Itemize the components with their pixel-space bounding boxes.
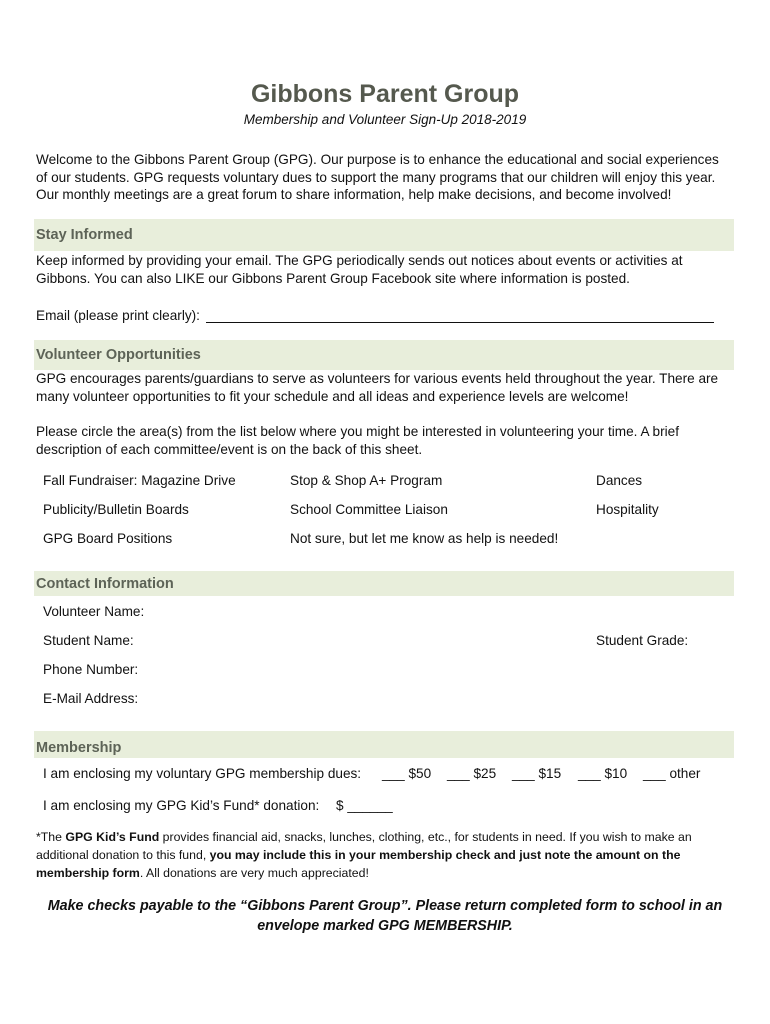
footnote-text: . All donations are very much appreciated! <box>139 866 369 880</box>
phone-number-field[interactable]: Phone Number: <box>43 662 139 677</box>
section-header-volunteer <box>34 340 734 370</box>
intro-line: Our monthly meetings are a great forum to share information, help make decisions, and become involved! <box>36 187 672 202</box>
volunteer-instructions <box>36 423 742 458</box>
stay-informed-paragraph <box>36 252 742 287</box>
dues-label: I am enclosing my voluntary GPG membership dues: <box>43 766 362 781</box>
email-label: Email (please print clearly): <box>36 308 200 323</box>
footnote-emphasis: you may include this in your membership check and just note the amount on the membership form <box>36 848 681 880</box>
volunteer-option[interactable]: Publicity/Bulletin Boards <box>43 502 189 517</box>
section-heading: Contact Information <box>36 575 174 592</box>
intro-line: Welcome to the Gibbons Parent Group (GPG). Our purpose is to enhance the educational and social experiences <box>36 152 719 167</box>
section-heading: Stay Informed <box>36 227 133 243</box>
volunteer-option[interactable]: School Committee Liaison <box>290 502 448 517</box>
page-title: Gibbons Parent Group <box>250 80 520 108</box>
page-subtitle: Membership and Volunteer Sign-Up 2018-2019 <box>243 112 527 127</box>
volunteer-option[interactable]: GPG Board Positions <box>43 531 173 546</box>
volunteer-option[interactable]: Fall Fundraiser: Magazine Drive <box>43 473 236 488</box>
section-heading: Membership <box>36 739 122 756</box>
dues-option-50[interactable]: ___ $50 <box>382 766 432 781</box>
footnote-fund-name: GPG Kid’s Fund <box>65 830 160 844</box>
footnote-text: provides financial aid, snacks, lunches, clothing, etc., for students in need. If you wish to make an additional donation to this fund, <box>36 830 692 862</box>
kids-fund-amount[interactable]: $ ______ <box>336 798 393 813</box>
volunteer-line: description of each committee/event is on the back of this sheet. <box>36 441 423 457</box>
student-name-field[interactable]: Student Name: <box>43 633 134 648</box>
closing-line: Make checks payable to the “Gibbons Parent Group”. Please return completed form to school in an <box>47 898 723 914</box>
student-grade-field[interactable]: Student Grade: <box>596 633 689 648</box>
closing-line: envelope marked GPG MEMBERSHIP. <box>257 918 513 934</box>
footnote-text: *The <box>36 830 66 844</box>
volunteer-option[interactable]: Not sure, but let me know as help is needed! <box>290 531 559 546</box>
dues-option-other[interactable]: ___ other <box>643 766 701 781</box>
volunteer-option[interactable]: Hospitality <box>596 502 659 517</box>
section-heading: Volunteer Opportunities <box>36 347 201 363</box>
volunteer-name-field[interactable]: Volunteer Name: <box>43 604 145 619</box>
section-header-membership <box>34 731 734 758</box>
email-write-line[interactable] <box>206 322 714 323</box>
intro-line: of our students. GPG requests voluntary dues to support the many programs that our children will enjoy this year. <box>36 169 716 185</box>
email-address-field[interactable]: E-Mail Address: <box>43 691 139 706</box>
volunteer-paragraph <box>36 370 742 405</box>
volunteer-line: Please circle the area(s) from the list below where you might be interested in volunteering your time. A brief <box>36 424 679 439</box>
stay-informed-line: Gibbons. You can also LIKE our Gibbons Parent Group Facebook site where information is posted. <box>36 270 630 286</box>
dues-option-10[interactable]: ___ $10 <box>578 766 628 781</box>
volunteer-option[interactable]: Stop & Shop A+ Program <box>290 473 443 488</box>
volunteer-line: many volunteer opportunities to fit your schedule and all ideas and experience levels are welcome! <box>36 388 629 404</box>
kids-fund-footnote <box>36 828 736 882</box>
section-header-stay-informed <box>34 219 734 251</box>
closing-instructions <box>30 896 740 936</box>
dues-option-15[interactable]: ___ $15 <box>512 766 562 781</box>
stay-informed-line: Keep informed by providing your email. The GPG periodically sends out notices about events or activities at <box>36 253 683 268</box>
kids-fund-label: I am enclosing my GPG Kid’s Fund* donation: <box>43 798 320 813</box>
volunteer-line: GPG encourages parents/guardians to serve as volunteers for various events held throughout the year. There are <box>36 371 719 386</box>
volunteer-option[interactable]: Dances <box>596 473 643 488</box>
intro-paragraph <box>36 151 742 204</box>
section-header-contact <box>34 571 734 596</box>
dues-option-25[interactable]: ___ $25 <box>447 766 497 781</box>
